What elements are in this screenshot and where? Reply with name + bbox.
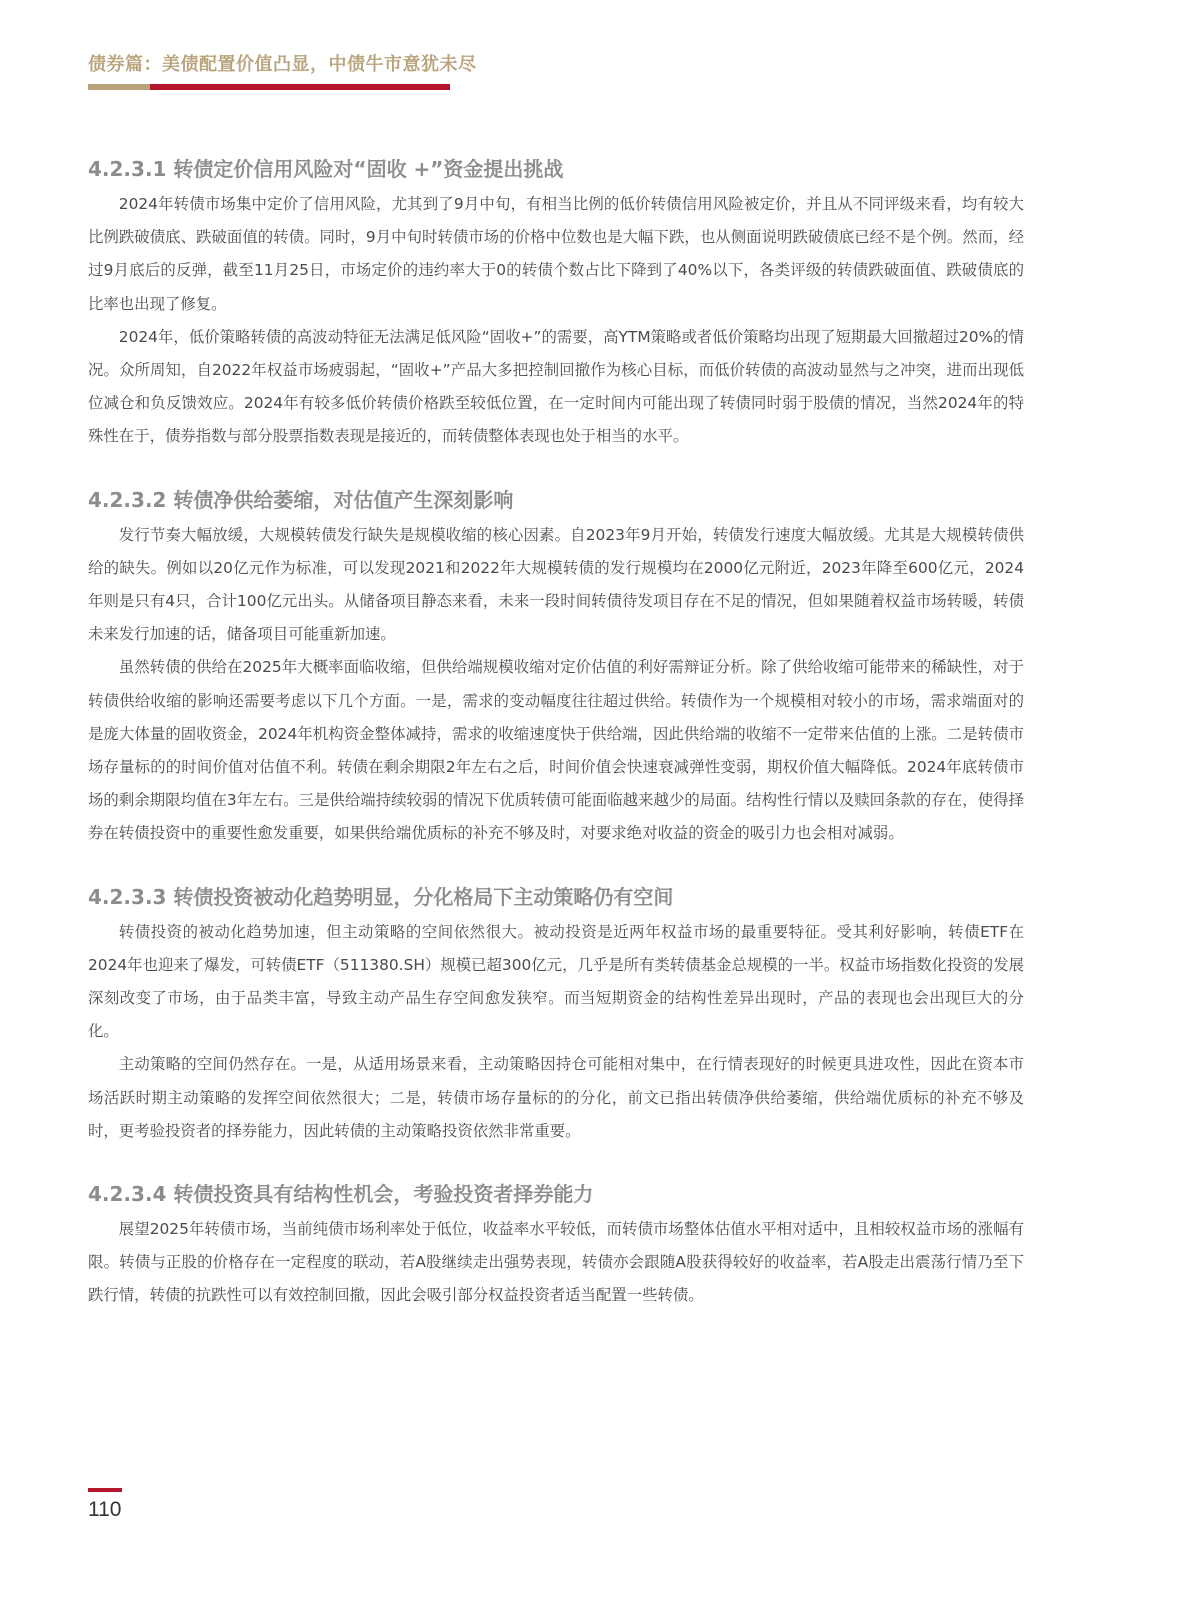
running-header-title: 债券篇：美债配置价值凸显，中债牛市意犹未尽 (88, 54, 477, 75)
section-4-2-3-2 (88, 481, 1024, 851)
paragraph: 转债投资的被动化趋势加速，但主动策略的空间依然很大。被动投资是近两年权益市场的最重要特征。受其利好影响，转债ETF在2024年也迎来了爆发，可转债ETF（511380.SH）规模已超300亿元，几乎是所有类转债基金总规模的一半。权益市场指数化投资的发展深刻改变了市场，由于品类丰富，导致主动产品生存空间愈发狭窄。而当短期资金的结构性差异出现时，产品的表现也会出现巨大的分化。 (88, 922, 1024, 1041)
paragraph: 2024年转债市场集中定价了信用风险，尤其到了9月中旬，有相当比例的低价转债信用风险被定价，并且从不同评级来看，均有较大比例跌破债底、跌破面值的转债。同时，9月中旬时转债市场的价格中位数也是大幅下跌，也从侧面说明跌破债底已经不是个例。然而，经过9月底后的反弹，截至11月25日，市场定价的违约率大于0的转债个数占比下降到了40%以下，各类评级的转债跌破面值、跌破债底的比率也出现了修复。 (88, 195, 1024, 313)
section-heading: 4.2.3.4 转债投资具有结构性机会，考验投资者择券能力 (88, 1182, 594, 1207)
page-number: 110 (88, 1498, 122, 1521)
section-heading: 4.2.3.1 转债定价信用风险对“固收 +”资金提出挑战 (88, 157, 564, 181)
page-footer (88, 1488, 122, 1522)
paragraph: 2024年，低价策略转债的高波动特征无法满足低风险“固收+”的需要，高YTM策略或者低价策略均出现了短期最大回撤超过20%的情况。众所周知，自2022年权益市场疲弱起，“固收+”产品大多把控制回撤作为核心目标，而低价转债的高波动显然与之冲突，进而出现低位减仓和负反馈效应。2024年有较多低价转债价格跌至较低位置，在一定时间内可能出现了转债同时弱于股债的情况，当然2024年的特殊性在于，债券指数与部分股票指数表现是接近的，而转债整体表现也处于相当的水平。 (88, 327, 1024, 446)
section-heading: 4.2.3.3 转债投资被动化趋势明显，分化格局下主动策略仍有空间 (88, 884, 674, 909)
main-content (88, 150, 1024, 1313)
section-4-2-3-1 (88, 150, 1024, 454)
header-rule (88, 84, 450, 90)
paragraph: 主动策略的空间仍然存在。一是，从适用场景来看，主动策略因持仓可能相对集中，在行情表现好的时候更具进攻性，因此在资本市场活跃时期主动策略的发挥空间依然很大；二是，转债市场存量标的的分化，前文已指出转债净供给萎缩，供给端优质标的补充不够及时，更考验投资者的择券能力，因此转债的主动策略投资依然非常重要。 (88, 1055, 1024, 1140)
paragraph: 展望2025年转债市场，当前纯债市场利率处于低位，收益率水平较低，而转债市场整体估值水平相对适中，且相较权益市场的涨幅有限。转债与正股的价格存在一定程度的联动，若A股继续走出强势表现，转债亦会跟随A股获得较好的收益率，若A股走出震荡行情乃至下跌行情，转债的抗跌性可以有效控制回撤，因此会吸引部分权益投资者适当配置一些转债。 (88, 1220, 1024, 1305)
section-heading: 4.2.3.2 转债净供给萎缩，对估值产生深刻影响 (88, 487, 514, 512)
section-4-2-3-3 (88, 878, 1024, 1148)
header-rule-red-segment (150, 84, 450, 90)
paragraph: 虽然转债的供给在2025年大概率面临收缩，但供给端规模收缩对定价估值的利好需辩证分析。除了供给收缩可能带来的稀缺性，对于转债供给收缩的影响还需要考虑以下几个方面。一是，需求的变动幅度往往超过供给。转债作为一个规模相对较小的市场，需求端面对的是庞大体量的固收资金，2024年机构资金整体减持，需求的收缩速度快于供给端，因此供给端的收缩不一定带来估值的上涨。二是转债市场存量标的的时间价值对估值不利。转债在剩余期限2年左右之后，时间价值会快速衰减弹性变弱，期权价值大幅降低。2024年底转债市场的剩余期限均值在3年左右。三是供给端持续较弱的情况下优质转债可能面临越来越少的局面。结构性行情以及赎回条款的存在，使得择券在转债投资中的重要性愈发重要，如果供给端优质标的补充不够及时，对要求绝对收益的资金的吸引力也会相对减弱。 (88, 658, 1024, 843)
header-rule-gold-segment (88, 84, 150, 90)
section-4-2-3-4 (88, 1175, 1024, 1313)
paragraph: 发行节奏大幅放缓，大规模转债发行缺失是规模收缩的核心因素。自2023年9月开始，转债发行速度大幅放缓。尤其是大规模转债供给的缺失。例如以20亿元作为标准，可以发现2021和2022年大规模转债的发行规模均在2000亿元附近，2023年降至600亿元，2024年则是只有4只，合计100亿元出头。从储备项目静态来看，未来一段时间转债待发项目存在不足的情况，但如果随着权益市场转暖，转债未来发行加速的话，储备项目可能重新加速。 (88, 525, 1024, 644)
footer-rule (88, 1488, 122, 1492)
running-header (88, 52, 477, 90)
